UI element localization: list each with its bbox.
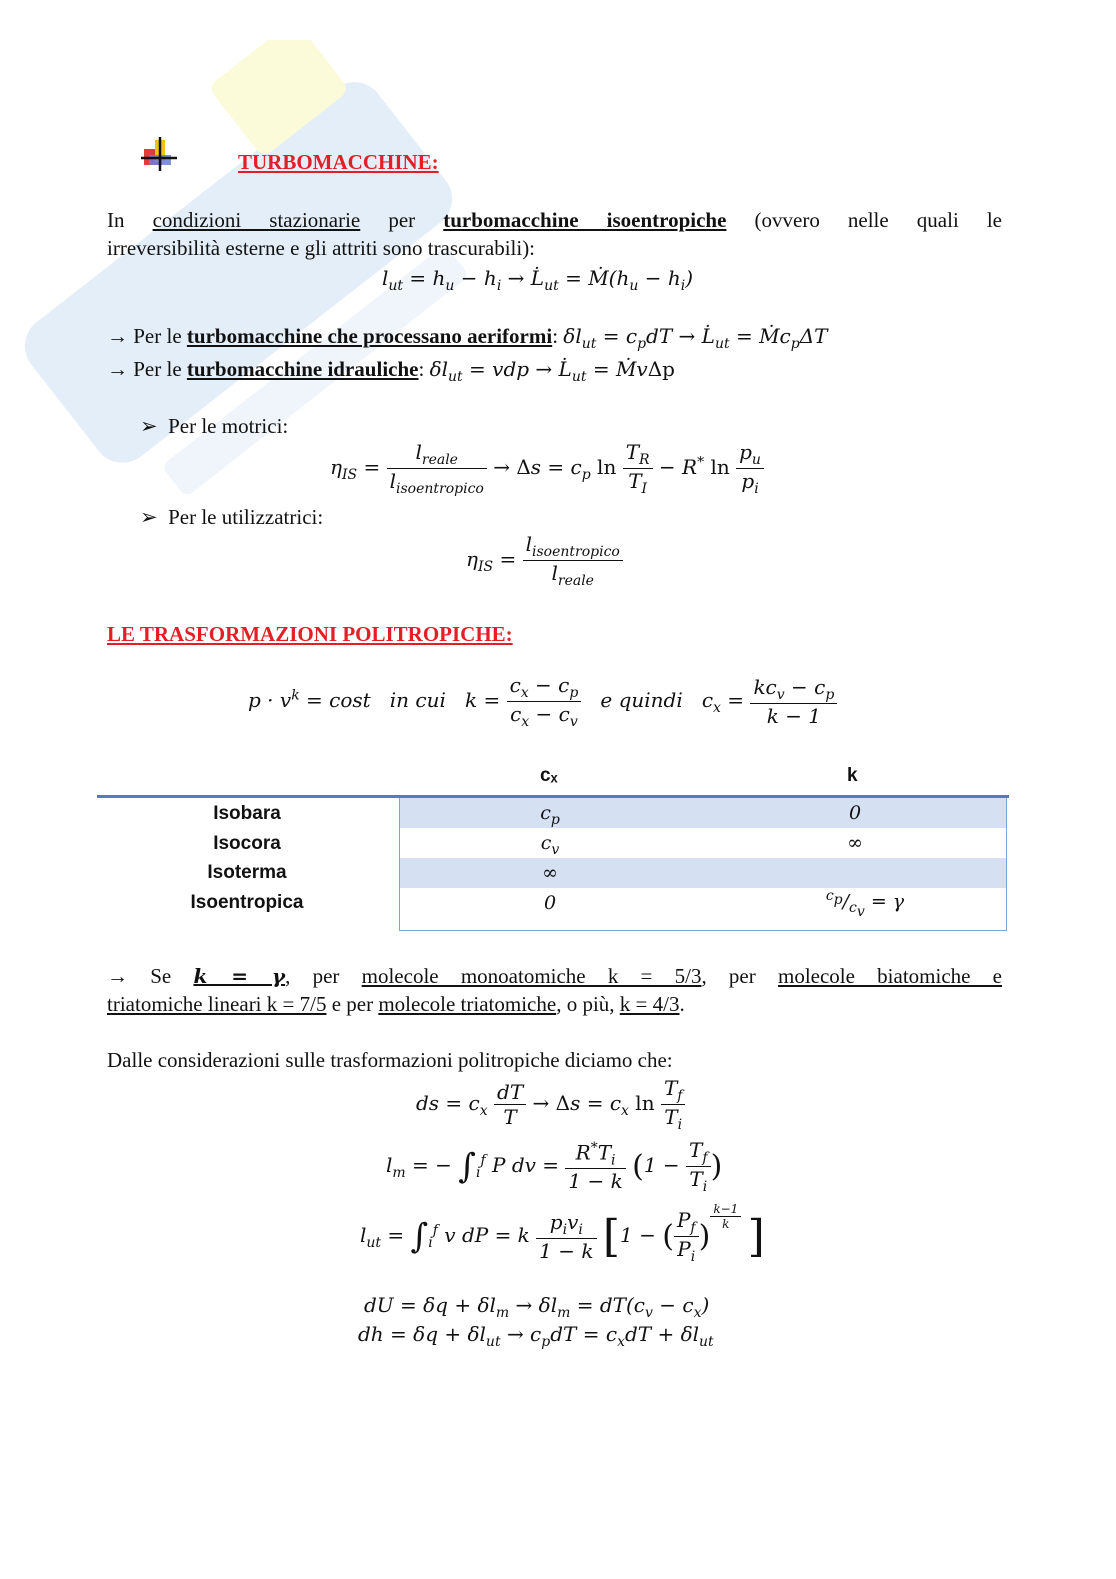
cell-isocora-cx: $c_v$ [540, 832, 560, 858]
cell-isocora-k: ∞ [847, 832, 863, 854]
intro-line-1 [107, 206, 1002, 234]
utilizzatrici-label: Per le utilizzatrici: [168, 505, 324, 529]
note-biatomiche: molecole biatomiche e [777, 964, 1003, 988]
col-header-cx: cₓ [540, 765, 558, 786]
equation-aero: $\delta l_{ut} = c_pdT$ → $L̇_{ut}$ = Ṁc$_p$ΔT [563, 324, 828, 352]
row-label-isoterma: Isoterma [207, 862, 287, 883]
row-label-isoentropica: Isoentropica [190, 892, 304, 913]
idra-bold: turbomacchine idrauliche [186, 357, 419, 381]
aero-line: → Per le turbomacchine che processano aeriformi: $\delta l_{ut} = c_pdT$ → $L̇_{ut}$ = Ṁc$_p$ΔT [107, 324, 828, 352]
row-band [400, 798, 1006, 828]
arrow-bullet-icon: ➢ [140, 505, 158, 529]
eq-text-equindi: e quindi [600, 688, 683, 712]
equation-ds: ds = $c_x$ $\frac{dT}{T}$ → $\Delta s = c_x$ ln $\frac{T_f}{T_i}$ [416, 1076, 685, 1133]
eq-text-incui: in cui [389, 688, 446, 712]
section-title-turbomacchine: TURBOMACCHINE: [238, 150, 439, 174]
cell-isoentropica-k: $^{c_p}/_{c_v} = \gamma$ [825, 888, 905, 920]
table-values-box [399, 798, 1007, 931]
equation-lut: $l_{ut} = h_u - h_i$ → $L̇_{ut}$ = $Ṁ(h_u - h_i)$ [382, 266, 694, 294]
gamma-note-line-2 [107, 990, 685, 1018]
utilizzatrici-item [140, 503, 323, 531]
equation-motrici: $\eta_{IS}$ = $\frac{l_{reale}}{l_{isoentropico}}$ → $\Delta s = c_p$ ln $\frac{T_R}{T_I}$ − R* ln $\frac{p_u}{p_i}$ [330, 440, 764, 497]
note-text: , per [285, 964, 340, 988]
equation-dU: dU = $\delta q + \delta l_m \to \delta l_m = dT(c_v - c_x)$ [364, 1293, 710, 1321]
intro-word: In [107, 208, 125, 232]
row-label-isocora: Isocora [213, 833, 281, 854]
equation-idra: $\delta l_{ut}$ = vdp → $L̇_{ut}$ = ṀvΔp [429, 357, 675, 385]
note-text: e per [331, 992, 374, 1016]
note-k-gamma: k = γ [193, 964, 286, 988]
intro-word: (ovvero nelle quali le [754, 208, 1003, 232]
equation-lut-politropica: $l_{ut} = \int_i^f$ v dP = k $\frac{p_iv_i}{1 - k}$ [1 − ( $\frac{P_f}{P_i}$ ) $^{\frac{k-1}{k}}$ ] [360, 1201, 765, 1265]
aero-prefix: Per le [133, 324, 182, 348]
idra-prefix: Per le [133, 357, 182, 381]
equation-dh: dh = $\delta q + \delta l_{ut} \to c_pdT = c_xdT + \delta l_{ut}$ [358, 1322, 714, 1350]
note-k-43: k = 4/3 [619, 992, 680, 1016]
intro-bold: turbomacchine isoentropiche [443, 208, 727, 232]
note-text: , o più, [556, 992, 615, 1016]
motrici-label: Per le motrici: [168, 414, 289, 438]
note-text: . [679, 992, 685, 1016]
row-band [400, 858, 1006, 888]
cell-isobara-k: 0 [848, 802, 862, 824]
cell-isoterma-cx: ∞ [542, 862, 558, 884]
bullet-square-icon [141, 137, 177, 171]
idra-line: → Per le turbomacchine idrauliche: $\delta l_{ut}$ = vdp → $L̇_{ut}$ = ṀvΔp [107, 357, 675, 385]
note-text: Se [150, 964, 172, 988]
note-triatomiche-lineari: triatomiche lineari k = 7/5 [107, 992, 327, 1016]
col-header-k: k [847, 765, 858, 786]
gamma-note-line-1: → Se k = γ, per molecole monoatomiche k = 5/3, per molecole biatomiche e [107, 964, 1003, 988]
equation-utilizzatrici: $\eta_{IS}$ = $\frac{l_{isoentropico}}{l_{reale}}$ [466, 532, 623, 589]
note-triatomiche: molecole triatomiche [378, 992, 557, 1016]
aero-bold: turbomacchine che processano aeriformi [186, 324, 553, 348]
intro-underlined: condizioni stazionarie [152, 208, 361, 232]
intro-word: per [388, 208, 416, 232]
equation-lm: $l_m$ = − $\int_i^f$ P dv = $\frac{R^*T_i}{1 - k}$ (1 − $\frac{T_f}{T_i}$ ) [386, 1138, 723, 1195]
cell-isobara-cx: $c_p$ [540, 802, 560, 828]
intro-line-2: irreversibilità esterne e gli attriti sono trascurabili): [107, 236, 536, 260]
note-monoatomiche: molecole monoatomiche k = 5/3 [361, 964, 702, 988]
section-title-politropiche: LE TRASFORMAZIONI POLITROPICHE: [107, 622, 513, 646]
equation-politropica: $p \cdot v^k = \cos t$ in cui k = $\frac{c_x - c_p}{c_x - c_v}$ e quindi $c_x$ = $\frac{kc_v - c_p}{k - 1}$ [248, 673, 837, 730]
arrow-bullet-icon: ➢ [140, 414, 158, 438]
motrici-item [140, 412, 288, 440]
note-text: , per [701, 964, 756, 988]
cell-isoentropica-cx: 0 [543, 892, 557, 914]
conclusion-text: Dalle considerazioni sulle trasformazioni politropiche diciamo che: [107, 1048, 673, 1072]
row-label-isobara: Isobara [213, 803, 281, 824]
